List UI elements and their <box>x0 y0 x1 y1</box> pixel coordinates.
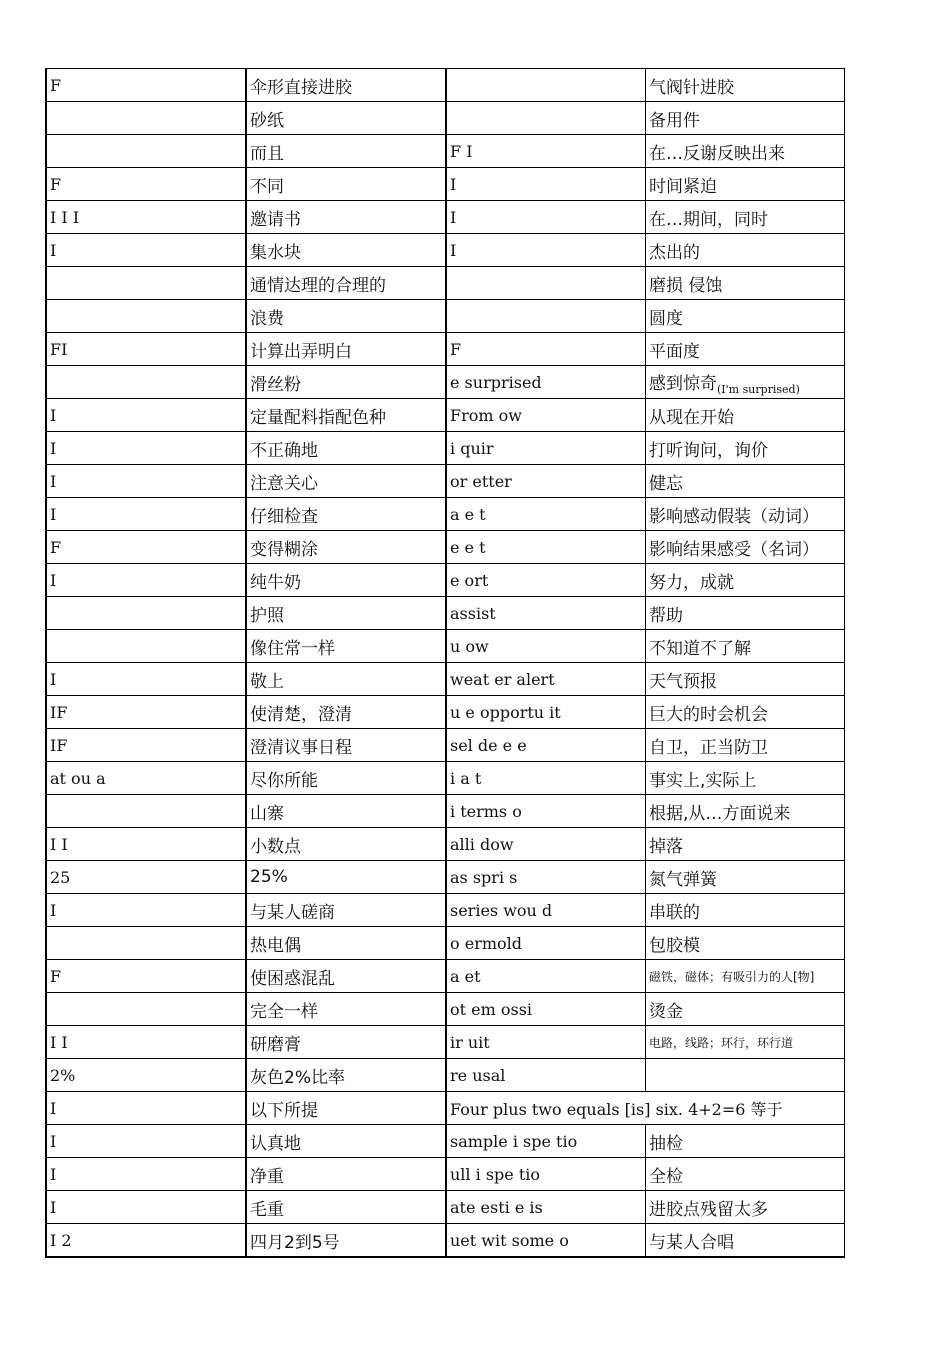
cell-chinese-b: 灰色2%比率 <box>246 1059 446 1092</box>
cell-code-a: F <box>46 531 246 564</box>
cell-chinese-d <box>646 729 845 762</box>
cell-chinese-b: 山寨 <box>246 795 446 828</box>
cell-english-c <box>446 69 646 102</box>
cell-english-c: ate esti e is <box>446 1191 646 1224</box>
cell-chinese-d-text: 时间紧迫 <box>649 176 717 197</box>
cell-chinese-d <box>646 663 845 696</box>
table-row <box>46 795 845 828</box>
cell-code-a: I I <box>46 1026 246 1059</box>
cell-chinese-d <box>646 1059 845 1092</box>
cell-code-a <box>46 267 246 300</box>
cell-chinese-b: 敬上 <box>246 663 446 696</box>
cell-chinese-b: 不正确地 <box>246 432 446 465</box>
table-row <box>46 168 845 201</box>
cell-english-c: e ort <box>446 564 646 597</box>
cell-code-a <box>46 630 246 663</box>
cell-chinese-d <box>646 795 845 828</box>
cell-chinese-b: 研磨膏 <box>246 1026 446 1059</box>
cell-chinese-b: 以下所提 <box>246 1092 446 1125</box>
cell-code-a: I <box>46 234 246 267</box>
cell-english-c: ull i spe tio <box>446 1158 646 1191</box>
cell-chinese-d-text: 抽检 <box>649 1133 683 1154</box>
cell-english-c: e e t <box>446 531 646 564</box>
cell-code-a: I <box>46 432 246 465</box>
cell-chinese-b: 伞形直接进胶 <box>246 69 446 102</box>
cell-english-c: I <box>446 168 646 201</box>
table-row <box>46 630 845 663</box>
cell-chinese-b: 使困惑混乱 <box>246 960 446 993</box>
cell-code-a: I I <box>46 828 246 861</box>
cell-chinese-d-text: 包胶模 <box>649 935 700 956</box>
cell-chinese-b: 滑丝粉 <box>246 366 446 399</box>
cell-chinese-d <box>646 762 845 795</box>
cell-chinese-d-text: 健忘 <box>649 473 683 494</box>
cell-english-c <box>446 267 646 300</box>
cell-chinese-d-text: 打听询问，询价 <box>649 440 768 461</box>
table-row <box>46 1026 845 1059</box>
cell-chinese-d <box>646 498 845 531</box>
table-row <box>46 1191 845 1224</box>
cell-code-a: F <box>46 69 246 102</box>
cell-chinese-d <box>646 102 845 135</box>
cell-code-a: I <box>46 498 246 531</box>
table-row <box>46 1125 845 1158</box>
table-row <box>46 993 845 1026</box>
cell-chinese-d-text: 影响感动假装（动词） <box>649 506 819 527</box>
table-row <box>46 300 845 333</box>
cell-chinese-d <box>646 1026 845 1059</box>
table-row <box>46 69 845 102</box>
cell-chinese-d-text: 平面度 <box>649 341 700 362</box>
cell-chinese-d <box>646 993 845 1026</box>
cell-chinese-d <box>646 168 845 201</box>
cell-code-a: I <box>46 465 246 498</box>
cell-code-a: I <box>46 564 246 597</box>
cell-chinese-d-text: 磁铁，磁体；有吸引力的人[物] <box>649 970 815 984</box>
cell-chinese-d-text: 影响结果感受（名词） <box>649 539 819 560</box>
cell-english-c: sample i spe tio <box>446 1125 646 1158</box>
cell-chinese-b: 变得糊涂 <box>246 531 446 564</box>
cell-chinese-d-text: 与某人合唱 <box>649 1232 734 1253</box>
cell-chinese-b: 完全一样 <box>246 993 446 1026</box>
cell-chinese-b: 像住常一样 <box>246 630 446 663</box>
cell-chinese-d-text: 进胶点残留太多 <box>649 1199 768 1220</box>
cell-chinese-b: 仔细检查 <box>246 498 446 531</box>
cell-code-a <box>46 993 246 1026</box>
cell-chinese-d <box>646 630 845 663</box>
table-row <box>46 597 845 630</box>
cell-chinese-b: 计算出弄明白 <box>246 333 446 366</box>
cell-chinese-d <box>646 366 845 399</box>
cell-code-a <box>46 597 246 630</box>
cell-code-a <box>46 135 246 168</box>
cell-english-c: From ow <box>446 399 646 432</box>
cell-chinese-b: 澄清议事日程 <box>246 729 446 762</box>
cell-code-a <box>46 300 246 333</box>
cell-english-c: assist <box>446 597 646 630</box>
cell-english-c: sel de e e <box>446 729 646 762</box>
cell-chinese-d <box>646 696 845 729</box>
cell-chinese-d <box>646 465 845 498</box>
table-row <box>46 102 845 135</box>
cell-english-c: a et <box>446 960 646 993</box>
cell-chinese-d <box>646 267 845 300</box>
cell-chinese-d-text: 巨大的时会机会 <box>649 704 768 725</box>
cell-chinese-b: 纯牛奶 <box>246 564 446 597</box>
cell-chinese-d-text: 不知道不了解 <box>649 638 751 659</box>
cell-chinese-d <box>646 1158 845 1191</box>
cell-english-c: F <box>446 333 646 366</box>
cell-code-a: FI <box>46 333 246 366</box>
cell-code-a: I <box>46 1191 246 1224</box>
cell-english-c: I <box>446 234 646 267</box>
cell-chinese-d <box>646 1191 845 1224</box>
table-row <box>46 432 845 465</box>
cell-chinese-d-text: 根据,从…方面说来 <box>649 803 791 824</box>
cell-chinese-b: 小数点 <box>246 828 446 861</box>
cell-chinese-b: 而且 <box>246 135 446 168</box>
cell-english-c: series wou d <box>446 894 646 927</box>
cell-chinese-b: 四月2到5号 <box>246 1224 446 1258</box>
cell-english-c: I <box>446 201 646 234</box>
table-row <box>46 564 845 597</box>
table-row <box>46 234 845 267</box>
cell-english-c: uet wit some o <box>446 1224 646 1258</box>
table-row <box>46 1158 845 1191</box>
cell-chinese-d <box>646 894 845 927</box>
cell-english-c: u e opportu it <box>446 696 646 729</box>
table-row <box>46 465 845 498</box>
cell-chinese-d <box>646 300 845 333</box>
cell-english-c: u ow <box>446 630 646 663</box>
cell-code-a: I 2 <box>46 1224 246 1258</box>
cell-english-c: i quir <box>446 432 646 465</box>
cell-english-c: a e t <box>446 498 646 531</box>
table-row <box>46 135 845 168</box>
cell-english-c: ir uit <box>446 1026 646 1059</box>
cell-code-a: I <box>46 663 246 696</box>
table-row <box>46 663 845 696</box>
cell-code-a: at ou a <box>46 762 246 795</box>
cell-english-c: weat er alert <box>446 663 646 696</box>
cell-code-a <box>46 366 246 399</box>
table-row <box>46 366 845 399</box>
cell-english-c: i terms o <box>446 795 646 828</box>
cell-chinese-b: 通情达理的合理的 <box>246 267 446 300</box>
cell-english-c <box>446 300 646 333</box>
cell-english-c: F I <box>446 135 646 168</box>
vocabulary-table <box>45 68 845 1258</box>
cell-chinese-d-text: 电路，线路；环行，环行道 <box>649 1036 794 1050</box>
cell-chinese-d <box>646 201 845 234</box>
cell-code-a: I <box>46 399 246 432</box>
cell-chinese-d-text: 杰出的 <box>649 242 700 263</box>
cell-code-a: F <box>46 168 246 201</box>
cell-english-c: Four plus two equals [is] six. 4+2=6 等于 <box>446 1092 845 1125</box>
cell-chinese-d <box>646 861 845 894</box>
cell-chinese-d <box>646 564 845 597</box>
cell-chinese-d <box>646 828 845 861</box>
cell-chinese-d <box>646 927 845 960</box>
cell-chinese-d-text: 氮气弹簧 <box>649 869 717 890</box>
cell-chinese-d <box>646 69 845 102</box>
cell-code-a: I <box>46 1158 246 1191</box>
cell-chinese-d-text: 磨损 侵蚀 <box>649 275 723 296</box>
cell-code-a: 2% <box>46 1059 246 1092</box>
cell-code-a: I <box>46 1092 246 1125</box>
cell-chinese-b: 定量配料指配色种 <box>246 399 446 432</box>
cell-chinese-d-text: 圆度 <box>649 308 683 329</box>
cell-chinese-d-text: 在…期间，同时 <box>649 209 768 230</box>
cell-note: (I'm surprised) <box>717 382 800 396</box>
cell-chinese-b: 使清楚，澄清 <box>246 696 446 729</box>
cell-chinese-d-text: 烫金 <box>649 1001 683 1022</box>
cell-chinese-d-text: 全检 <box>649 1166 683 1187</box>
cell-chinese-d <box>646 234 845 267</box>
cell-chinese-d <box>646 399 845 432</box>
cell-chinese-d <box>646 1125 845 1158</box>
table-row <box>46 1059 845 1092</box>
cell-english-c: ot em ossi <box>446 993 646 1026</box>
cell-chinese-d-text: 天气预报 <box>649 671 717 692</box>
cell-code-a <box>46 927 246 960</box>
table-row <box>46 201 845 234</box>
cell-chinese-b: 热电偶 <box>246 927 446 960</box>
cell-chinese-d-text: 从现在开始 <box>649 407 734 428</box>
cell-chinese-d <box>646 135 845 168</box>
cell-code-a: 25 <box>46 861 246 894</box>
table-row <box>46 399 845 432</box>
cell-chinese-b: 认真地 <box>246 1125 446 1158</box>
cell-chinese-b: 毛重 <box>246 1191 446 1224</box>
cell-chinese-d-text: 串联的 <box>649 902 700 923</box>
cell-code-a: I <box>46 1125 246 1158</box>
cell-chinese-d-text: 帮助 <box>649 605 683 626</box>
table-row <box>46 762 845 795</box>
table-row <box>46 498 845 531</box>
cell-code-a <box>46 102 246 135</box>
cell-chinese-d-text: 在…反谢反映出来 <box>649 143 785 164</box>
cell-chinese-b: 不同 <box>246 168 446 201</box>
table-row <box>46 894 845 927</box>
table-row <box>46 696 845 729</box>
table-row <box>46 927 845 960</box>
cell-chinese-b: 25% <box>246 861 446 894</box>
table-row <box>46 861 845 894</box>
cell-english-c: e surprised <box>446 366 646 399</box>
cell-code-a: I <box>46 894 246 927</box>
cell-chinese-b: 浪费 <box>246 300 446 333</box>
cell-chinese-d <box>646 960 845 993</box>
cell-code-a: I I I <box>46 201 246 234</box>
cell-english-c: i a t <box>446 762 646 795</box>
table-body <box>46 69 845 1258</box>
table-row <box>46 729 845 762</box>
table-row <box>46 828 845 861</box>
cell-code-a: IF <box>46 729 246 762</box>
cell-chinese-d <box>646 432 845 465</box>
cell-chinese-b: 邀请书 <box>246 201 446 234</box>
table-row <box>46 531 845 564</box>
cell-chinese-b: 尽你所能 <box>246 762 446 795</box>
cell-chinese-d-text: 掉落 <box>649 836 683 857</box>
cell-code-a <box>46 795 246 828</box>
cell-chinese-b: 与某人磋商 <box>246 894 446 927</box>
cell-chinese-d-text: 自卫，正当防卫 <box>649 737 768 758</box>
cell-english-c: o ermold <box>446 927 646 960</box>
table-row <box>46 333 845 366</box>
cell-chinese-d-text: 努力，成就 <box>649 572 734 593</box>
cell-code-a: IF <box>46 696 246 729</box>
cell-code-a: F <box>46 960 246 993</box>
cell-english-c: as spri s <box>446 861 646 894</box>
table-row <box>46 1224 845 1258</box>
cell-chinese-d-text: 感到惊奇 <box>649 373 717 394</box>
cell-chinese-d-text: 备用件 <box>649 110 700 131</box>
cell-chinese-b: 集水块 <box>246 234 446 267</box>
cell-chinese-d <box>646 531 845 564</box>
cell-english-c <box>446 102 646 135</box>
table-row <box>46 267 845 300</box>
cell-english-c: alli dow <box>446 828 646 861</box>
cell-chinese-b: 注意关心 <box>246 465 446 498</box>
cell-english-c: re usal <box>446 1059 646 1092</box>
cell-chinese-b: 砂纸 <box>246 102 446 135</box>
cell-chinese-d-text: 气阀针进胶 <box>649 77 734 98</box>
cell-chinese-d <box>646 1224 845 1258</box>
table-row <box>46 1092 845 1125</box>
cell-chinese-d <box>646 333 845 366</box>
table-row <box>46 960 845 993</box>
cell-chinese-b: 护照 <box>246 597 446 630</box>
cell-chinese-b: 净重 <box>246 1158 446 1191</box>
cell-chinese-d-text: 事实上,实际上 <box>649 770 757 791</box>
cell-english-c: or etter <box>446 465 646 498</box>
cell-chinese-d <box>646 597 845 630</box>
